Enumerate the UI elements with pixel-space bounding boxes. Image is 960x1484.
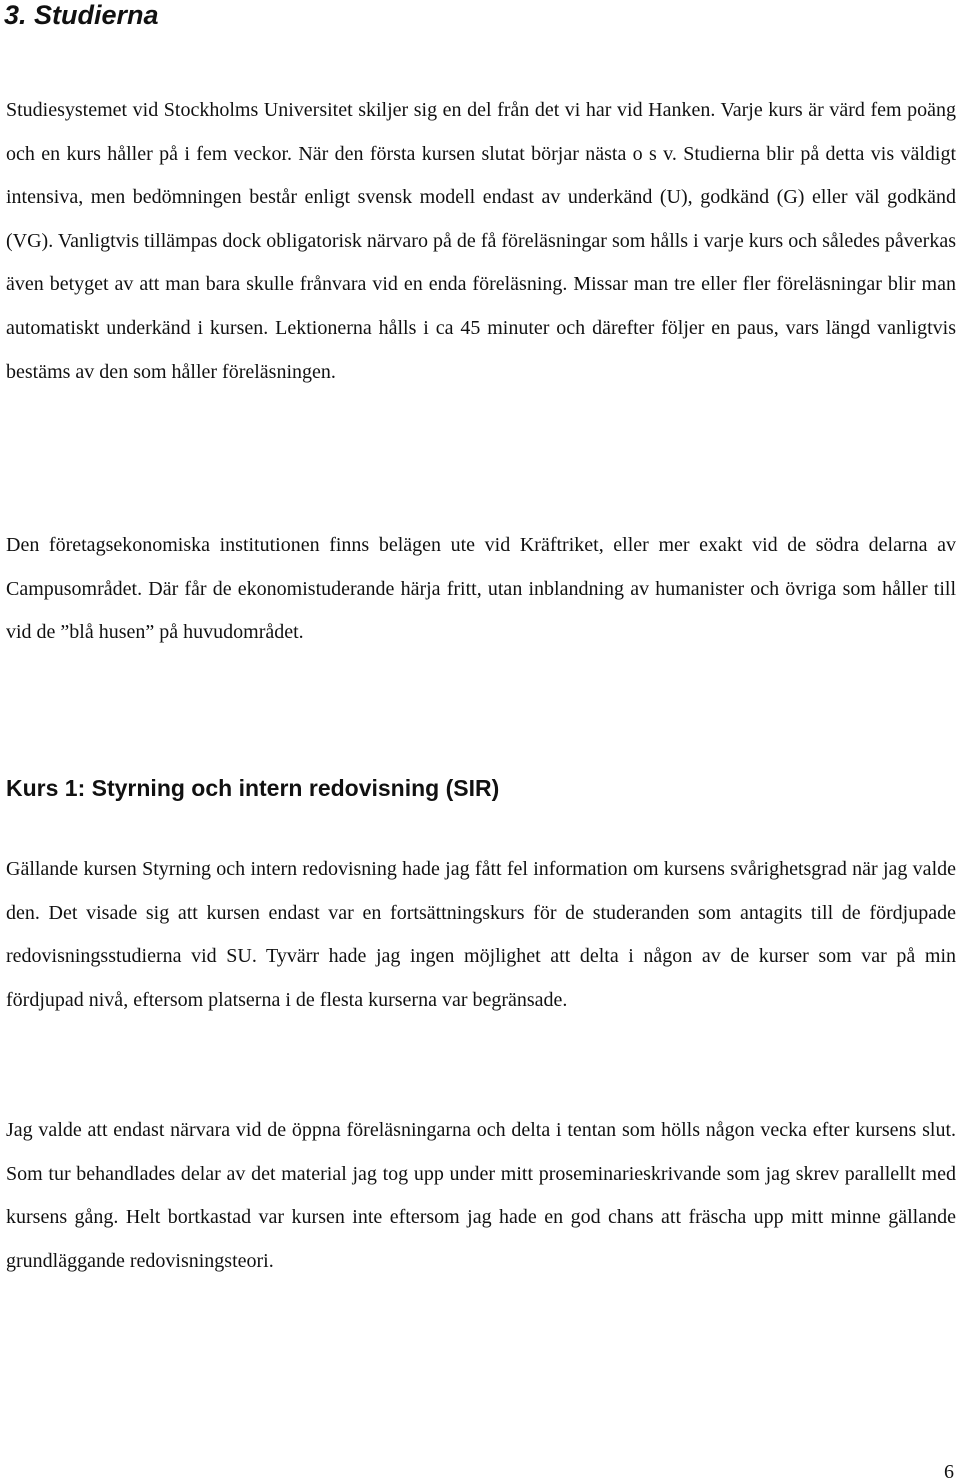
page-number: 6 — [944, 1461, 954, 1483]
course-heading: Kurs 1: Styrning och intern redovisning (SIR) — [6, 775, 500, 801]
paragraph-study-system: Studiesystemet vid Stockholms Universitet skiljer sig en del från det vi har vid Hanken. Varje kurs är värd fem poäng och en kurs håller på i fem veckor. När den första kursen slutat börjar nästa o s v. Studierna blir på detta vis väldigt intensiva, men bedömningen består enligt svensk modell endast av underkänd (U), godkänd (G) eller väl godkänd (VG). Vanligtvis tillämpas dock obligatorisk närvaro på de få föreläsningar som hålls i varje kurs och således påverkas även betyget av att man bara skulle frånvara vid en enda föreläsning. Missar man tre eller fler föreläsningar blir man automatiskt underkänd i kursen. Lektionerna hålls i ca 45 minuter och därefter följer en paus, vars längd vanligtvis bestäms av den som håller föreläsningen. — [6, 99, 956, 383]
paragraph-course-attendance: Jag valde att endast närvara vid de öppna föreläsningarna och delta i tentan som hölls någon vecka efter kursens slut. Som tur behandlades delar av det material jag tog upp under mitt proseminarieskrivande som jag skrev parallellt med kursens gång. Helt bortkastad var kursen inte eftersom jag hade en god chans att fräscha upp mitt minne gällande grundläggande redovisningsteori. — [6, 1119, 956, 1272]
paragraph-institution: Den företagsekonomiska institutionen finns belägen ute vid Kräftriket, eller mer exakt vid de södra delarna av Campusområdet. Där får de ekonomistuderande härja fritt, utan inblandning av humanister och övriga som håller till vid de ”blå husen” på huvudområdet. — [6, 534, 956, 644]
section-heading: 3. Studierna — [4, 0, 159, 30]
paragraph-course-info: Gällande kursen Styrning och intern redovisning hade jag fått fel information om kursens svårighetsgrad när jag valde den. Det visade sig att kursen endast var en fortsättningskurs för de studeranden som antagits till de fördjupade redovisningsstudierna vid SU. Tyvärr hade jag ingen möjlighet att delta i någon av de kurser som var på min fördjupad nivå, eftersom platserna i de flesta kurserna var begränsade. — [6, 858, 956, 1011]
